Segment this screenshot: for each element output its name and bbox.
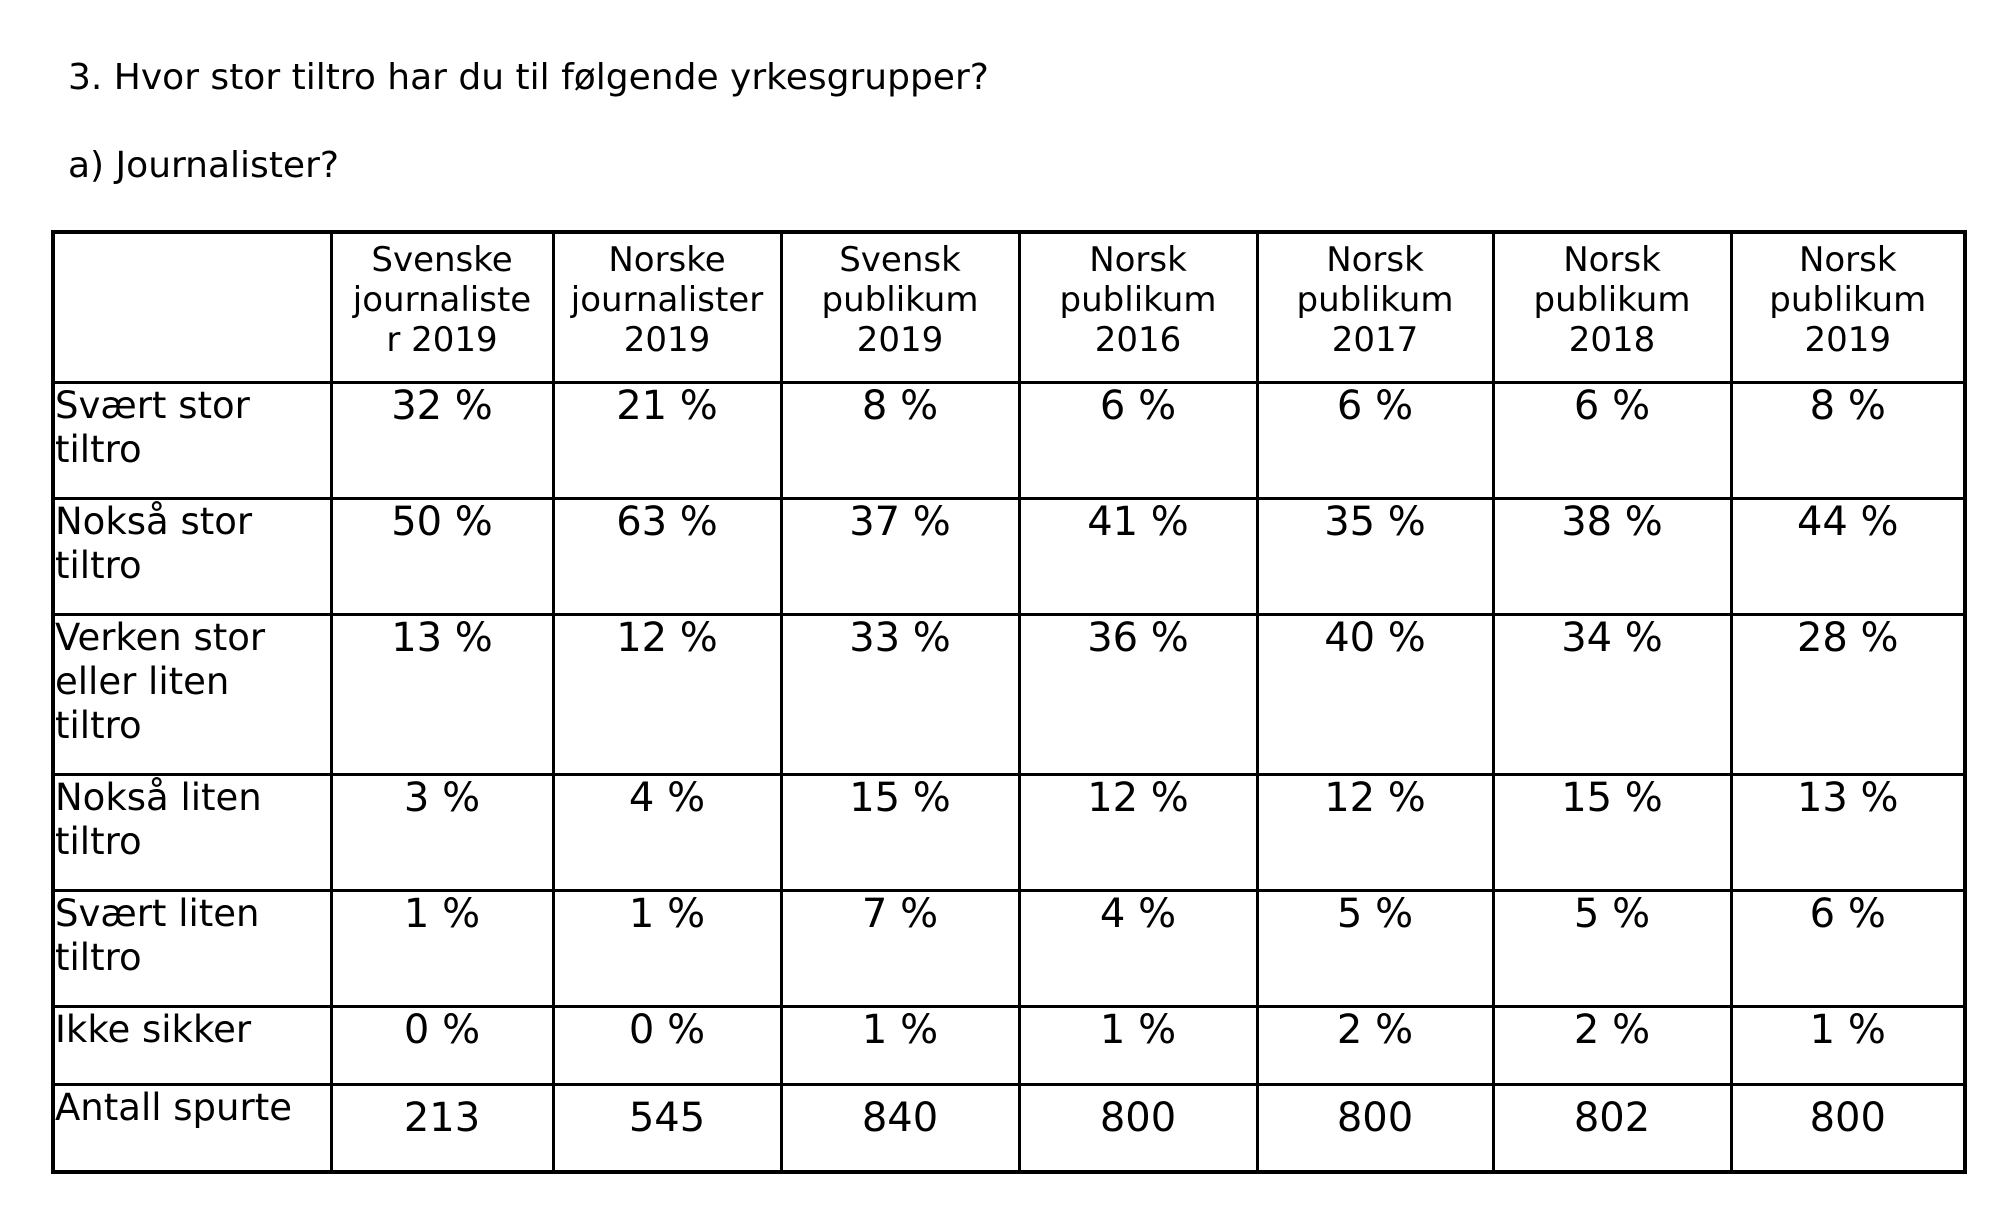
table-cell: 32 % (331, 382, 553, 498)
table-cell: 800 (1019, 1084, 1257, 1172)
table-cell: 44 % (1731, 498, 1965, 614)
row-label-line: Svært stor (55, 383, 250, 427)
table-cell: 0 % (331, 1006, 553, 1084)
table-cell: 37 % (781, 498, 1019, 614)
row-label-line: Verken stor (55, 615, 266, 659)
table-cell: 40 % (1257, 614, 1493, 774)
table-cell: 12 % (1257, 774, 1493, 890)
row-label (53, 498, 331, 614)
column-header-line: 2017 (1331, 320, 1419, 360)
table-cell: 7 % (781, 890, 1019, 1006)
row-label-line: tiltro (55, 819, 142, 863)
table-cell: 41 % (1019, 498, 1257, 614)
column-header-line: 2019 (623, 320, 711, 360)
table-cell: 35 % (1257, 498, 1493, 614)
row-label-line: Ikke sikker (55, 1007, 252, 1051)
table-cell: 5 % (1257, 890, 1493, 1006)
column-header-line: r 2019 (386, 320, 498, 360)
row-label-line: Svært liten (55, 891, 260, 935)
row-label (53, 614, 331, 774)
table-cell: 34 % (1493, 614, 1731, 774)
table-cell: 840 (781, 1084, 1019, 1172)
table-cell: 6 % (1493, 382, 1731, 498)
table-cell: 50 % (331, 498, 553, 614)
table-cell: 1 % (1731, 1006, 1965, 1084)
column-header-line: Norsk (1089, 240, 1187, 280)
corner-cell (53, 232, 331, 382)
column-header-line: Norsk (1563, 240, 1661, 280)
table-cell: 802 (1493, 1084, 1731, 1172)
table-cell: 28 % (1731, 614, 1965, 774)
table-cell: 15 % (1493, 774, 1731, 890)
column-header-line: Norske (608, 240, 726, 280)
question-heading: 3. Hvor stor tiltro har du til følgende yrkesgrupper? (68, 57, 989, 98)
column-header-line: publikum (1059, 280, 1217, 320)
row-label-line: Antall spurte (55, 1085, 292, 1129)
table-cell: 8 % (1731, 382, 1965, 498)
table-cell: 13 % (1731, 774, 1965, 890)
table-cell: 2 % (1257, 1006, 1493, 1084)
column-header (1019, 232, 1257, 382)
table-cell: 2 % (1493, 1006, 1731, 1084)
row-label-line: tiltro (55, 543, 142, 587)
table-cell: 15 % (781, 774, 1019, 890)
column-header-line: journalister (570, 280, 764, 320)
table-cell: 63 % (553, 498, 781, 614)
row-label-line: eller liten (55, 659, 230, 703)
row-label-line: Nokså stor (55, 499, 253, 543)
column-header (553, 232, 781, 382)
table-cell: 0 % (553, 1006, 781, 1084)
table-cell: 213 (331, 1084, 553, 1172)
table-cell: 6 % (1019, 382, 1257, 498)
table-cell: 5 % (1493, 890, 1731, 1006)
table-row (53, 498, 1965, 614)
column-header-line: 2019 (1804, 320, 1892, 360)
column-header (1493, 232, 1731, 382)
column-header-line: publikum (1533, 280, 1691, 320)
table-row (53, 1084, 1965, 1172)
row-label (53, 890, 331, 1006)
row-label-line: Nokså liten (55, 775, 262, 819)
table-cell: 3 % (331, 774, 553, 890)
row-label-line: tiltro (55, 703, 142, 747)
table-cell: 545 (553, 1084, 781, 1172)
column-header-line: 2019 (856, 320, 944, 360)
row-label (53, 774, 331, 890)
table-cell: 6 % (1257, 382, 1493, 498)
table-row (53, 382, 1965, 498)
row-label (53, 1084, 331, 1172)
column-header (1257, 232, 1493, 382)
column-header-line: 2016 (1094, 320, 1182, 360)
table-cell: 800 (1731, 1084, 1965, 1172)
table-cell: 1 % (1019, 1006, 1257, 1084)
table-cell: 12 % (1019, 774, 1257, 890)
column-header-line: Svenske (371, 240, 513, 280)
row-label-line: tiltro (55, 427, 142, 471)
row-label-line: tiltro (55, 935, 142, 979)
row-label (53, 1006, 331, 1084)
column-header (1731, 232, 1965, 382)
column-header-line: publikum (821, 280, 979, 320)
trust-table (51, 230, 1967, 1174)
column-header-line: Svensk (839, 240, 961, 280)
table-cell: 12 % (553, 614, 781, 774)
column-header-line: Norsk (1798, 240, 1897, 280)
table-cell: 1 % (331, 890, 553, 1006)
table-row (53, 614, 1965, 774)
subquestion-heading: a) Journalister? (68, 145, 339, 186)
row-label (53, 382, 331, 498)
header-row (53, 232, 1965, 382)
table-row (53, 774, 1965, 890)
table-cell: 8 % (781, 382, 1019, 498)
column-header-line: Norsk (1326, 240, 1424, 280)
column-header (331, 232, 553, 382)
table-cell: 1 % (781, 1006, 1019, 1084)
table-cell: 800 (1257, 1084, 1493, 1172)
table-cell: 38 % (1493, 498, 1731, 614)
column-header-line: publikum (1296, 280, 1454, 320)
table-cell: 13 % (331, 614, 553, 774)
table-cell: 6 % (1731, 890, 1965, 1006)
column-header-line: publikum (1769, 280, 1927, 320)
table-cell: 1 % (553, 890, 781, 1006)
table-row (53, 890, 1965, 1006)
column-header-line: 2018 (1568, 320, 1656, 360)
column-header (781, 232, 1019, 382)
table-cell: 4 % (553, 774, 781, 890)
table-cell: 4 % (1019, 890, 1257, 1006)
table-cell: 21 % (553, 382, 781, 498)
column-header-line: journaliste (352, 280, 532, 320)
table-cell: 36 % (1019, 614, 1257, 774)
table-row (53, 1006, 1965, 1084)
table-cell: 33 % (781, 614, 1019, 774)
